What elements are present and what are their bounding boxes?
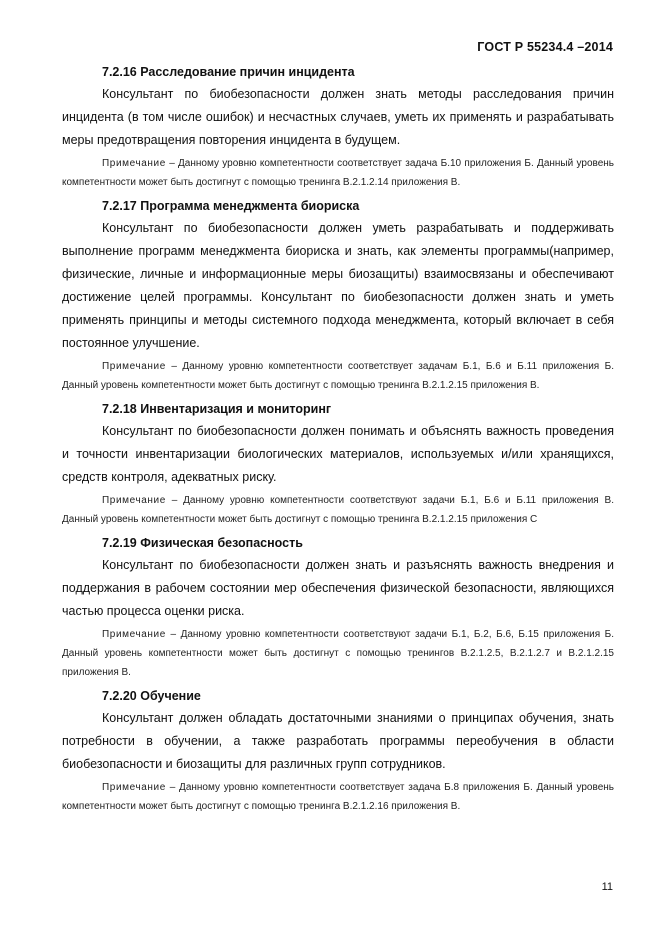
- section-paragraph: Консультант должен обладать достаточными знаниями о принципах обучения, знать потребности в обучении, а также разработать программы переобучения в области биобезопасности и биозащиты для различных групп сотрудников.: [62, 711, 614, 771]
- note-label: Примечание: [102, 495, 166, 506]
- section-paragraph: Консультант по биобезопасности должен знать и разъяснять важность внедрения и поддержания в рабочем состоянии мер обеспечения физической безопасности, являющихся частью процесса оценки риска.: [62, 558, 614, 618]
- note-label: Примечание: [102, 782, 166, 793]
- note-label: Примечание: [102, 361, 166, 372]
- section-note: [62, 357, 614, 395]
- section-title: 7.2.19 Физическая безопасность: [102, 536, 303, 550]
- section-7-2-19: [62, 532, 614, 682]
- note-text: – Данному уровню компетентности соответствуют задачи Б.1, Б.2, Б.6, Б.15 приложения Б. Данный уровень компетентности может быть достигнут с помощью тренингов В.2.1.2.5, В.2.1.2.7 и В.2.1.2.15 приложения В.: [62, 629, 615, 678]
- section-title: 7.2.16 Расследование причин инцидента: [102, 65, 355, 79]
- section-note: [62, 625, 614, 682]
- note-label: Примечание: [102, 629, 166, 640]
- note-text: – Данному уровню компетентности соответствуют задачи Б.1, Б.6 и Б.11 приложения В. Данный уровень компетентности может быть достигнут с помощью тренинга В.2.1.2.15 приложения С: [62, 495, 614, 525]
- note-text: – Данному уровню компетентности соответствует задачам Б.1, Б.6 и Б.11 приложения Б. Данный уровень компетентности может быть достигнут с помощью тренинга В.2.1.2.15 приложения В.: [62, 361, 614, 391]
- note-text: – Данному уровню компетентности соответствует задача Б.8 приложения Б. Данный уровень компетентности может быть достигнут с помощью тренинга В.2.1.2.16 приложения В.: [62, 782, 614, 812]
- section-title: 7.2.18 Инвентаризация и мониторинг: [102, 402, 332, 416]
- document-body: [62, 61, 614, 819]
- section-paragraph: Консультант по биобезопасности должен понимать и объяснять важность проведения и точности инвентаризации биологических материалов, используемых и/или хранящихся, средств контроля, адекватных риску.: [62, 424, 614, 484]
- section-7-2-17: [62, 195, 614, 395]
- section-paragraph: Консультант по биобезопасности должен знать методы расследования причин инцидента (в том числе ошибок) и несчастных случаев, уметь их применять и разрабатывать меры предотвращения повторения инцидента в будущем.: [62, 87, 614, 147]
- section-7-2-18: [62, 398, 614, 529]
- document-header: ГОСТ Р 55234.4 –2014: [477, 40, 613, 54]
- section-title: 7.2.20 Обучение: [102, 689, 201, 703]
- section-note: [62, 778, 614, 816]
- note-text: – Данному уровню компетентности соответствует задача Б.10 приложения Б. Данный уровень компетентности может быть достигнут с помощью тренинга В.2.1.2.14 приложения В.: [62, 158, 614, 188]
- section-paragraph: Консультант по биобезопасности должен уметь разрабатывать и поддерживать выполнение программ менеджмента биориска и знать, как элементы программы(например, физические, личные и информационные меры биозащиты) взаимосвязаны и обеспечивают достижение целей программы. Консультант по биобезопасности должен знать и уметь применять принципы и методы системного подхода менеджмента, который включает в себя постоянное улучшение.: [62, 221, 614, 350]
- section-7-2-16: [62, 61, 614, 192]
- section-title: 7.2.17 Программа менеджмента биориска: [102, 199, 360, 213]
- note-label: Примечание: [102, 158, 166, 169]
- section-note: [62, 154, 614, 192]
- page-number: 11: [601, 881, 613, 893]
- section-7-2-20: [62, 685, 614, 816]
- section-note: [62, 491, 614, 529]
